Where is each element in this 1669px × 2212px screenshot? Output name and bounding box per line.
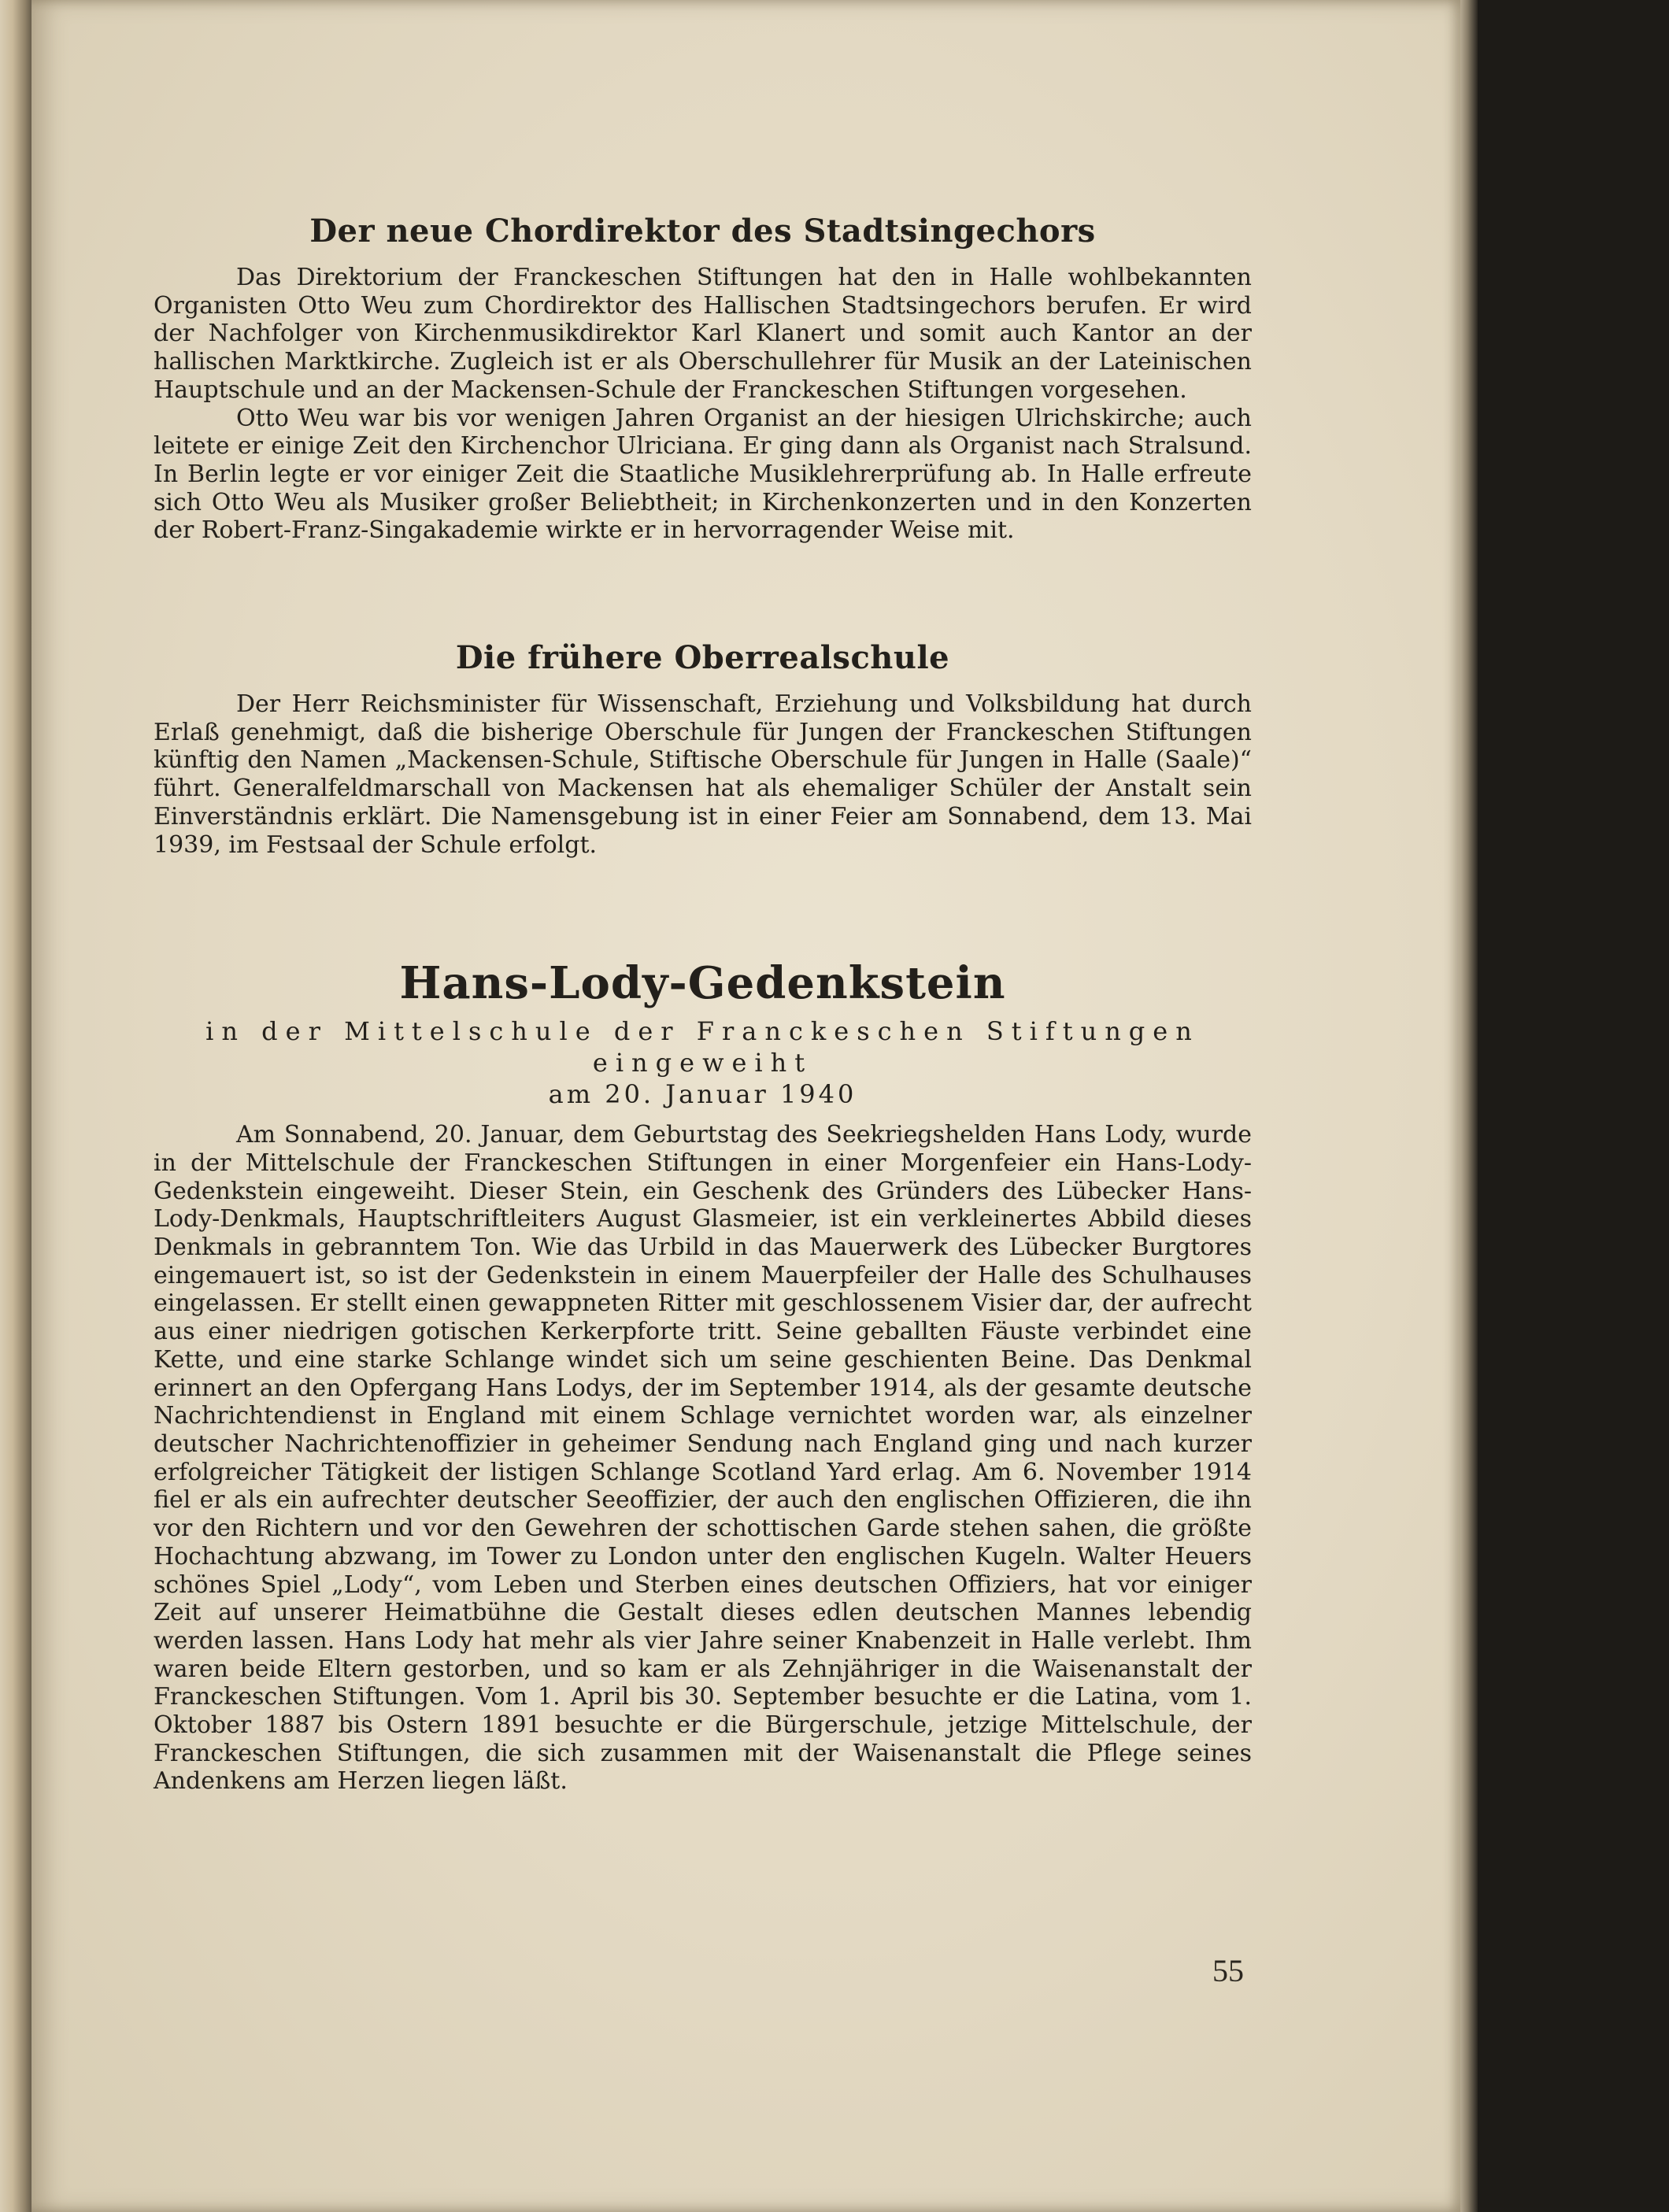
page-content [154,197,1252,1796]
page-number: 55 [1212,1953,1244,1988]
paragraph: Am Sonnabend, 20. Januar, dem Geburtstag des Seekriegshelden Hans Lody, wurde in der Mittelschule der Franckeschen Stiftungen in einer Morgenfeier ein Hans-Lody-Gedenkstein eingeweiht. Dieser Stein, ein Geschenk des Gründers des Lübecker Hans-Lody-Denkmals, Hauptschriftleiters August Glasmeier, ist ein verkleinertes Abbild dieses Denkmals in gebranntem Ton. Wie das Urbild in das Mauerwerk des Lübecker Burgtores eingemauert ist, so ist der Gedenkstein in einem Mauerpfeiler der Halle des Schulhauses eingelassen. Er stellt einen gewappneten Ritter mit geschlossenem Visier dar, der aufrecht aus einer niedrigen gotischen Kerkerpforte tritt. Seine geballten Fäuste verbindet eine Kette, und eine starke Schlange windet sich um seine geschienten Beine. Das Denkmal erinnert an den Opfergang Hans Lodys, der im September 1914, als der gesamte deutsche Nachrichtendienst in England mit einem Schlage vernichtet worden war, als einzelner deutscher Nachrichtenoffizier in geheimer Sendung nach England ging und nach kurzer erfolgreicher Tätigkeit der listigen Schlange Scotland Yard erlag. Am 6. November 1914 fiel er als ein aufrechter deutscher Seeoffizier, der auch den englischen Offizieren, die ihn vor den Richtern und vor den Gewehren der schottischen Garde stehen sahen, die größte Hochachtung abzwang, im Tower zu London unter den englischen Kugeln. Walter Heuers schönes Spiel „Lody“, vom Leben und Sterben eines deutschen Offiziers, hat vor einiger Zeit auf unserer Heimatbühne die Gestalt dieses edlen deutschen Mannes lebendig werden lassen. Hans Lody hat mehr als vier Jahre seiner Knabenzeit in Halle verlebt. Ihm waren beide Eltern gestorben, und so kam er als Zehnjähriger in die Waisenanstalt der Franckeschen Stiftungen. Vom 1. April bis 30. September besuchte er die Latina, vom 1. Oktober 1887 bis Ostern 1891 besuchte er die Bürgerschule, jetzige Mittelschule, der Franckeschen Stiftungen, die sich zusammen mit der Waisenanstalt die Pflege seines Andenkens am Herzen liegen läßt. [154,1121,1252,1796]
section-heading: Hans-Lody-Gedenkstein [399,957,1006,1010]
page-edge [1460,0,1478,2212]
section-gedenkstein [154,957,1252,1796]
paragraph: Das Direktorium der Franckeschen Stiftungen hat den in Halle wohlbekannten Organisten Otto Weu zum Chordirektor des Hallischen Stadtsingechors berufen. Er wird der Nachfolger von Kirchenmusikdirektor Karl Klanert und somit auch Kantor an der hallischen Marktkirche. Zugleich ist er als Oberschullehrer für Musik an der Lateinischen Hauptschule und an der Mackensen-Schule der Franckeschen Stiftungen vorgesehen. [154,264,1252,404]
paragraph: Der Herr Reichsminister für Wissenschaft, Erziehung und Volksbildung hat durch Erlaß genehmigt, daß die bisherige Oberschule für Jungen der Franckeschen Stiftungen künftig den Namen „Mackensen-Schule, Stiftische Oberschule für Jungen in Halle (Saale)“ führt. Generalfeldmarschall von Mackensen hat als ehemaliger Schüler der Anstalt sein Einverständnis erklärt. Die Namensgebung ist in einer Feier am Sonnabend, dem 13. Mai 1939, im Festsaal der Schule erfolgt. [154,690,1252,859]
section-heading: Die frühere Oberrealschule [455,639,950,677]
section-chordirektor [154,213,1252,545]
section-heading: Der neue Chordirektor des Stadtsingechors [309,213,1096,250]
section-date: am 20. Januar 1940 [548,1079,857,1110]
section-oberrealschule [154,639,1252,859]
paragraph: Otto Weu war bis vor wenigen Jahren Organist an der hiesigen Ulrichskirche; auch leitete er einige Zeit den Kirchenchor Ulriciana. Er ging dann als Organist nach Stralsund. In Berlin legte er vor einiger Zeit die Staatliche Musiklehrerprüfung ab. In Halle erfreute sich Otto Weu als Musiker großer Beliebtheit; in Kirchenkonzerten und in den Konzerten der Robert-Franz-Singakademie wirkte er in hervorragender Weise mit. [154,404,1252,545]
section-subtitle: in der Mittelschule der Franckeschen Stiftungen eingeweiht [205,1016,1200,1078]
